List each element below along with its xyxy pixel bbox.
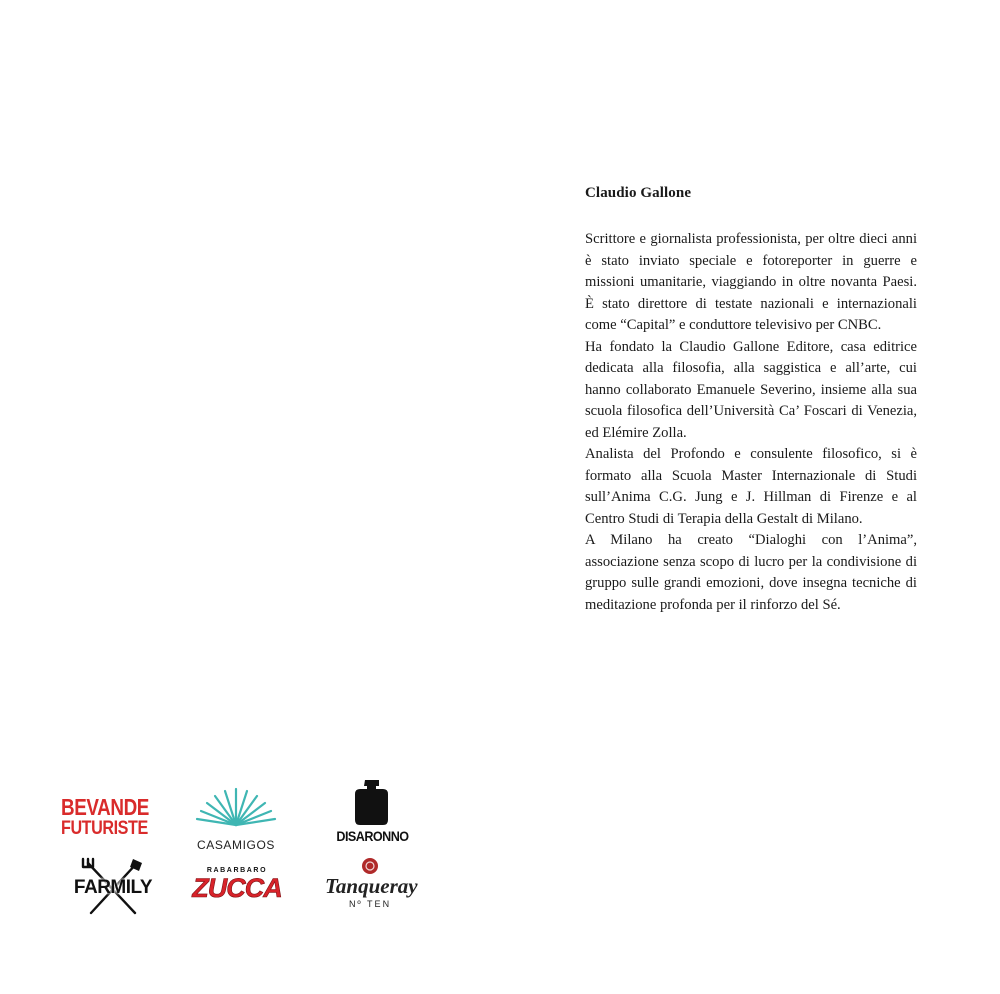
farmily-logo-text: FARMILY [73,877,153,898]
bio-paragraph-1: Scrittore e giornalista professionista, per oltre dieci anni è stato inviato speciale e fotoreporter in guerre e missioni umanitarie, viaggiando in oltre novanta Paesi. È stato direttore di testate nazionali e internazionali come “Capital” e conduttore televisivo per CNBC. [585,231,917,333]
casamigos-logo-text: CASAMIGOS [196,838,276,852]
disaronno-logo [325,779,420,849]
bevande-logo-line1: BEVANDE [61,794,149,820]
sponsor-logos [55,775,425,925]
tanqueray-logo [325,857,418,917]
agave-icon [181,785,291,829]
zucca-logo-top: RABARBARO [206,867,268,874]
disaronno-logo-text: DISARONNO [336,828,409,844]
author-bio [585,185,917,616]
tanqueray-logo-text: Tanqueray [325,874,418,898]
crest-icon [325,857,415,875]
bio-paragraph-2: Ha fondato la Claudio Gallone Editore, casa editrice dedicata alla filosofia, alla saggistica e all’arte, cui hanno collaborato Emanuele Severino, insieme alla sua scuola filosofica dell’Università Ca’ Foscari di Venezia, ed Elémire Zolla. [585,338,917,441]
casamigos-logo [181,785,291,852]
bottle-icon [325,779,420,825]
author-name: Claudio Gallone [585,185,692,201]
zucca-logo-text: ZUCCA [192,873,282,903]
tanqueray-logo-sub: Nº TEN [348,899,392,909]
zucca-logo [177,867,297,907]
bevande-logo-line2: FUTURISTE [61,818,148,839]
farmily-logo [63,857,163,917]
bio-paragraph-4: A Milano ha creato “Dialoghi con l’Anima”, associazione senza scopo di lucro per la condivisione di gruppo sulle grandi emozioni, dove insegna tecniche di meditazione profonda per il rinforzo del Sé. [585,532,917,613]
bio-paragraph-3: Analista del Profondo e consulente filosofico, si è formato alla Scuola Master Internazionale di Studi sull’Anima C.G. Jung e J. Hillman di Firenze e al Centro Studi di Terapia della Gestalt di Milano. [585,446,917,527]
bevande-futuriste-logo [61,795,161,845]
